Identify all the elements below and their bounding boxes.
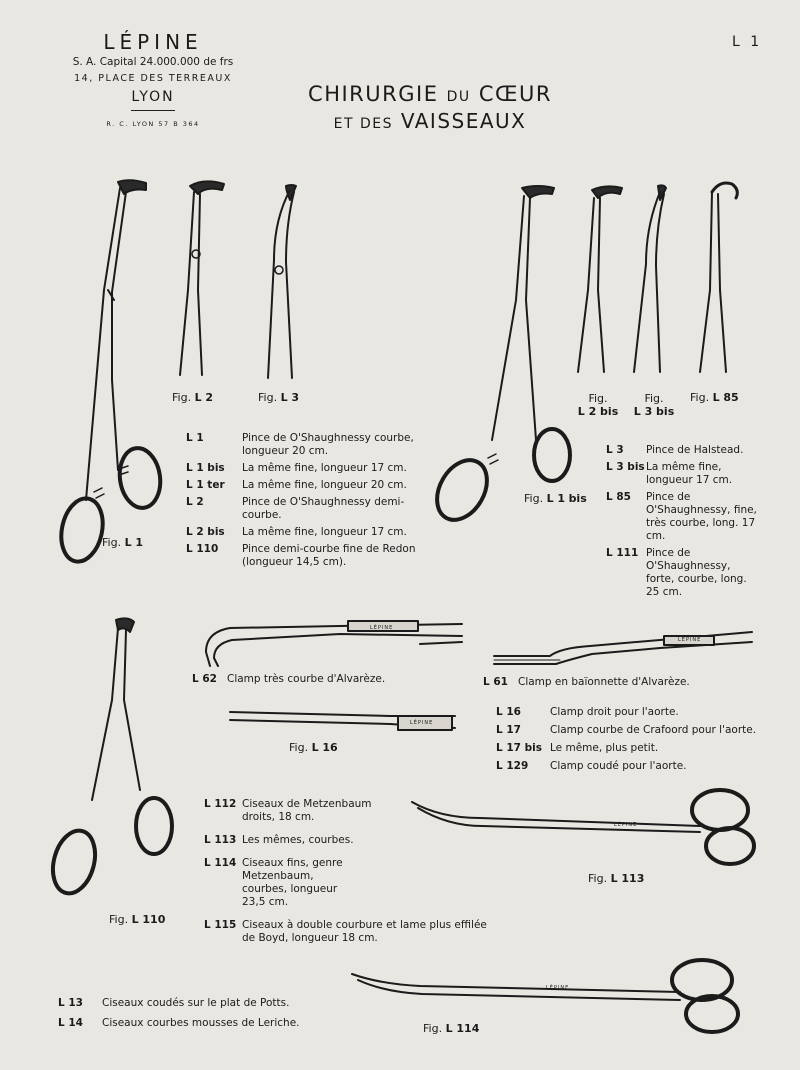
- list-item: L 113 Les mêmes, courbes.: [204, 834, 354, 846]
- list-item: L 112 Ciseaux de Metzenbaum droits, 18 cm.: [204, 798, 372, 823]
- list-item: L 1 Pince de O'Shaughnessy courbe, longueur 20 cm.: [186, 432, 414, 457]
- company-name: LÉPINE: [103, 30, 203, 54]
- engraving-l62: LÉPINE: [370, 625, 394, 631]
- list-item: L 13 Ciseaux coudés sur le plat de Potts.: [58, 997, 290, 1009]
- list-item: L 3 bis La même fine, longueur 17 cm.: [606, 461, 733, 486]
- caption-fig-l2: Fig. L 2: [172, 391, 214, 404]
- caption-fig-l16: Fig. L 16: [289, 741, 338, 754]
- forceps-l2bis-drawing: [578, 186, 622, 372]
- engraving-l114: LÉPINE: [546, 985, 570, 991]
- list-item: L 2 bis La même fine, longueur 17 cm.: [186, 526, 407, 538]
- forceps-l1-drawing: [56, 180, 164, 565]
- clamp-l62-drawing: [206, 621, 462, 666]
- forceps-l3bis-drawing: [634, 185, 666, 372]
- forceps-l110-drawing: [46, 618, 172, 898]
- list-clamps: [496, 706, 756, 772]
- list-item: L 129 Clamp coudé pour l'aorte.: [496, 760, 687, 772]
- list-forceps-right: [606, 444, 762, 603]
- forceps-l2-drawing: [180, 181, 224, 375]
- forceps-l85-drawing: [700, 183, 737, 372]
- engraving-l16: LÉPINE: [410, 720, 434, 726]
- list-item: L 16 Clamp droit pour l'aorte.: [496, 706, 679, 718]
- caption-fig-l110: Fig. L 110: [109, 913, 166, 926]
- company-capital: S. A. Capital 24.000.000 de frs: [72, 56, 234, 68]
- list-item: L 1 ter La même fine, longueur 20 cm.: [186, 479, 407, 491]
- caption-fig-l2bis: Fig. L 2 bis: [577, 392, 619, 418]
- list-item: L 85 Pince de O'Shaughnessy, fine, très courbe, long. 17 cm.: [606, 491, 757, 542]
- clamp-l61-drawing: [494, 632, 752, 664]
- company-city: LYON: [131, 89, 175, 105]
- engraving-l61: LÉPINE: [678, 637, 702, 643]
- list-item: L 17 Clamp courbe de Crafoord pour l'aorte.: [496, 724, 757, 736]
- caption-fig-l1bis: Fig. L 1 bis: [524, 492, 587, 505]
- page-title-line2: ET DES VAISSEAUX: [333, 109, 527, 133]
- caption-clamp-l62: L 62 Clamp très courbe d'Alvarèze.: [192, 673, 386, 685]
- caption-fig-l1: Fig. L 1: [102, 536, 144, 549]
- list-item: L 14 Ciseaux courbes mousses de Leriche.: [58, 1017, 300, 1029]
- forceps-l1bis-drawing: [427, 186, 570, 529]
- caption-fig-l3: Fig. L 3: [258, 391, 300, 404]
- company-address: 14, PLACE DES TERREAUX: [74, 73, 232, 84]
- list-bottom: [58, 997, 300, 1029]
- page-title-line1: CHIRURGIE DU CŒUR: [308, 82, 552, 106]
- list-item: L 1 bis La même fine, longueur 17 cm.: [186, 462, 407, 474]
- engraving-l113: LÉPINE: [614, 822, 638, 828]
- list-item: L 114 Ciseaux fins, genre Metzenbaum, courbes, longueur 23,5 cm.: [204, 857, 343, 908]
- list-scissors: [204, 798, 504, 949]
- list-forceps-left: [186, 432, 418, 573]
- caption-fig-l85: Fig. L 85: [690, 391, 739, 404]
- list-item: L 17 bis Le même, plus petit.: [496, 742, 659, 754]
- scissors-l114-drawing: [352, 960, 738, 1032]
- list-item: L 111 Pince de O'Shaughnessy, forte, courbe, long. 25 cm.: [606, 547, 747, 598]
- caption-fig-l113: Fig. L 113: [588, 872, 645, 885]
- list-item: L 2 Pince de O'Shaughnessy demi-courbe.: [186, 496, 405, 521]
- list-item: L 3 Pince de Halstead.: [606, 444, 744, 456]
- list-item: L 110 Pince demi-courbe fine de Redon (longueur 14,5 cm).: [186, 543, 416, 568]
- caption-fig-l3bis: Fig. L 3 bis: [633, 392, 675, 418]
- caption-clamp-l61: L 61 Clamp en baïonnette d'Alvarèze.: [483, 676, 690, 688]
- caption-fig-l114: Fig. L 114: [423, 1022, 480, 1035]
- company-registry: R. C. LYON 57 B 364: [106, 120, 200, 128]
- list-item: L 115 Ciseaux à double courbure et lame plus effilée de Boyd, longueur 18 cm.: [204, 919, 487, 944]
- forceps-l3-drawing: [268, 185, 296, 378]
- page-code: L 1: [732, 34, 763, 50]
